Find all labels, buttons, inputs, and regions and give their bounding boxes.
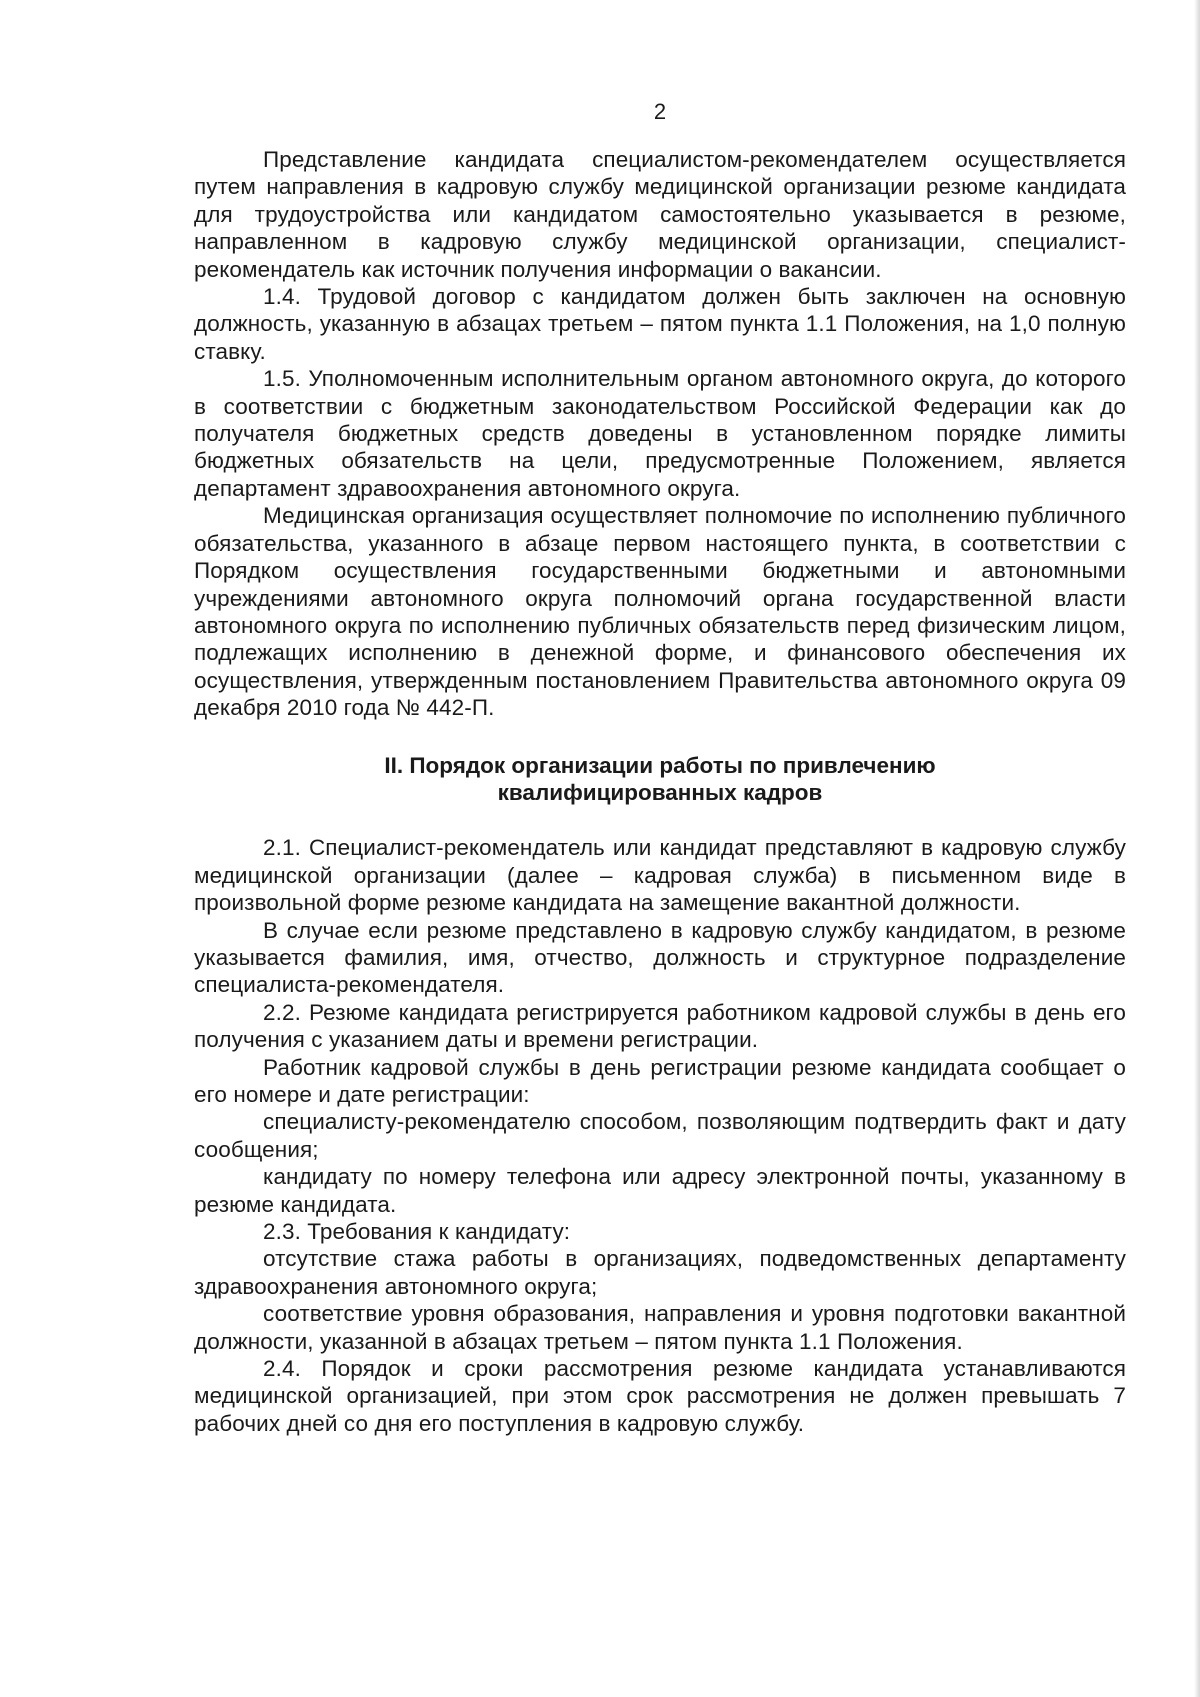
paragraph-public-obligation: Медицинская организация осуществляет полномочие по исполнению публичного обязательства, указанного в абзаце первом настоящего пункта, в соответствии с Порядком осуществления государственными бюджетными и автономными учреждениями автономного округа полномочий органа государственной власти автономного округа по исполнению публичных обязательств перед физическим лицом, подлежащих исполнению в денежной форме, и финансового обеспечения их осуществления, утвержденным постановлением Правительства автономного округа 09 декабря 2010 года № 442-П. xyxy=(194,503,1126,721)
paragraph-2-2: 2.2. Резюме кандидата регистрируется работником кадровой службы в день его получения с указанием даты и времени регистрации. xyxy=(194,999,1126,1053)
paragraph-registration-notice: Работник кадровой службы в день регистрации резюме кандидата сообщает о его номере и дате регистрации: xyxy=(194,1054,1126,1107)
paragraph-requirement-education: соответствие уровня образования, направления и уровня подготовки вакантной должности, указанной в абзацах третьем – пятом пункта 1.1 Положения. xyxy=(194,1301,1126,1354)
section-heading-line-2: квалифицированных кадров xyxy=(497,779,823,805)
paragraph-1-5: 1.5. Уполномоченным исполнительным органом автономного округа, до которого в соответствии с бюджетным законодательством Российской Федерации как до получателя бюджетных средств доведены в установленном порядке лимиты бюджетных обязательств на цели, предусмотренные Положением, является департамент здравоохранения автономного округа. xyxy=(194,366,1126,501)
paragraph-recommender-submission: Представление кандидата специалистом-рекомендателем осуществляется путем направления в кадровую службу медицинской организации резюме кандидата для трудоустройства или кандидатом самостоятельно указывается в резюме, направленном в кадровую службу медицинской организации, специалист-рекомендатель как источник получения информации о вакансии. xyxy=(194,147,1126,282)
section-heading xyxy=(194,752,1126,807)
section-heading-line-1: II. Порядок организации работы по привлечению xyxy=(384,752,936,778)
page-edge-shadow xyxy=(1194,0,1200,1697)
paragraph-notify-candidate: кандидату по номеру телефона или адресу электронной почты, указанному в резюме кандидата. xyxy=(194,1164,1126,1217)
page-number: 2 xyxy=(653,99,667,124)
paragraph-requirement-no-experience: отсутствие стажа работы в организациях, подведомственных департаменту здравоохранения автономного округа; xyxy=(194,1246,1126,1299)
document-body xyxy=(194,146,1126,1437)
paragraph-2-3: 2.3. Требования к кандидату: xyxy=(263,1219,571,1245)
paragraph-1-4: 1.4. Трудовой договор с кандидатом должен быть заключен на основную должность, указанную в абзацах третьем – пятом пункта 1.1 Положения, на 1,0 полную ставку. xyxy=(194,284,1126,364)
paragraph-2-4: 2.4. Порядок и сроки рассмотрения резюме кандидата устанавливаются медицинской организацией, при этом срок рассмотрения не должен превышать 7 рабочих дней со дня его поступления в кадровую службу. xyxy=(194,1356,1126,1436)
paragraph-notify-recommender: специалисту-рекомендателю способом, позволяющим подтвердить факт и дату сообщения; xyxy=(194,1109,1126,1162)
paragraph-2-1: 2.1. Специалист-рекомендатель или кандидат представляют в кадровую службу медицинской организации (далее – кадровая служба) в письменном виде в произвольной форме резюме кандидата на замещение вакантной должности. xyxy=(194,835,1126,916)
paragraph-resume-contents: В случае если резюме представлено в кадровую службу кандидатом, в резюме указывается фамилия, имя, отчество, должность и структурное подразделение специалиста-рекомендателя. xyxy=(194,917,1126,998)
